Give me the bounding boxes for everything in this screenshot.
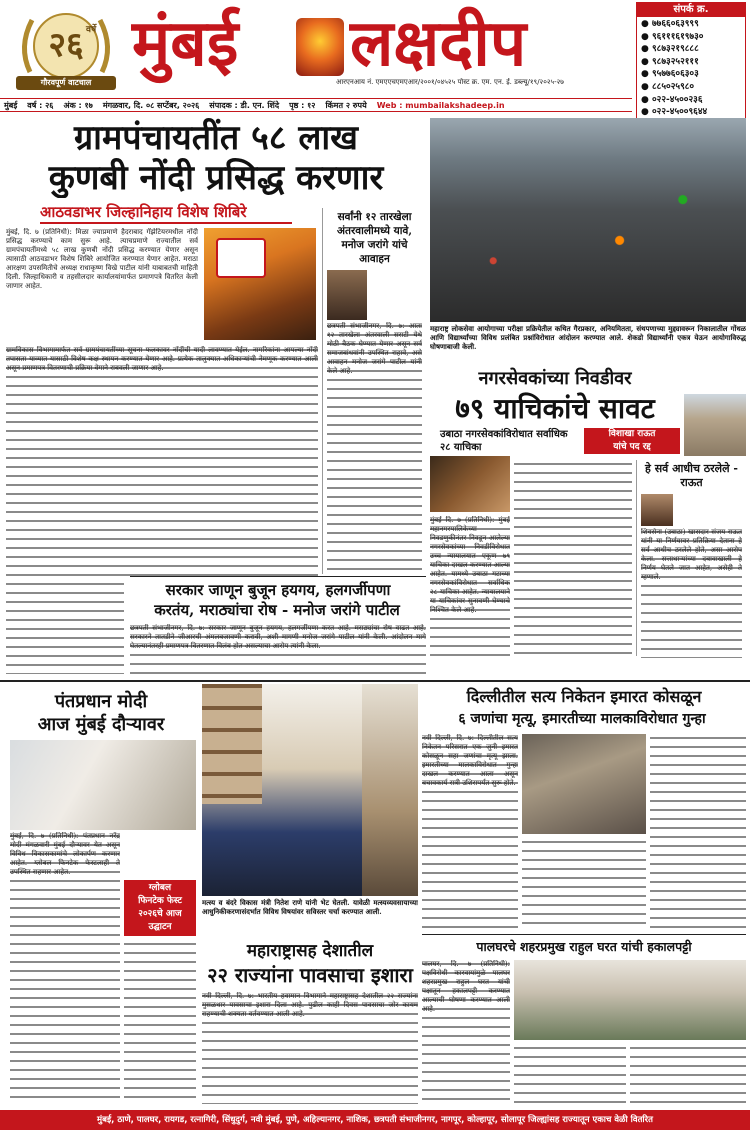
info-web[interactable]: Web : mumbailakshadeep.in bbox=[376, 100, 505, 110]
lead-body-2: ग्रामविकास विभागामार्फत सर्व ग्रामपंचायतींच्या सूचना फलकावर नोंदींची यादी लावण्यात येईल. नागरिकांना आपल्या नोंदी तपासता याव्यात यासाठी विशेष कक्ष स्थापन करण्यात येणार आहे. प्रत्येक तालुक्यात अधिकाऱ्यांची नेमणूक करण्यात आली असून प्रमाणपत्र वितरणाची प्रक्रिया वेगाने राबवली जाणार आहे. bbox=[6, 346, 318, 576]
palghar-photo bbox=[514, 960, 746, 1040]
divider bbox=[0, 680, 750, 682]
lead-headline-2: कुणबी नोंदी प्रसिद्ध करणार bbox=[48, 158, 384, 198]
municipal-body: मुंबई दि. ७ (प्रतिनिधी): मुंबई महानगरपालिकेच्या निवडणुकीनंतर निवडून आलेल्या नगरसेवकांच्या निवडीविरोधात उच्च न्यायालयात एकूण ७९ याचिका दाखल करण्यात आल्या आहेत. यामध्ये उबाठा गटाच्या नगरसेवकांविरोधात सर्वाधिक २८ याचिका आहेत. न्यायालयाने या याचिकांवर सुनावणी घेण्याचे निश्चित केले आहे. bbox=[430, 516, 510, 656]
anniversary-logo bbox=[10, 2, 122, 94]
raut-box bbox=[636, 460, 746, 656]
minister-photo-right bbox=[362, 684, 418, 896]
contact-number[interactable]: ● ०२२-४५००२३६ bbox=[641, 94, 703, 105]
badge-line-4: उद्घाटन bbox=[148, 922, 172, 932]
divider bbox=[422, 934, 746, 935]
info-pages: पृष्ठ : १२ bbox=[289, 100, 316, 110]
delhi-headline-2: ६ जणांचा मृत्यू, इमारतीच्या मालकाविरोधात गुन्हा bbox=[458, 711, 706, 727]
lead-subhead: आठवडाभर जिल्हानिहाय विशेष शिबिरे bbox=[40, 203, 247, 221]
anniversary-tag: गौरवपूर्ण वाटचाल bbox=[16, 76, 116, 90]
rain-headline-1: महाराष्ट्रासह देशातील bbox=[246, 941, 374, 961]
raut-tag bbox=[584, 428, 680, 454]
delhi-body-3 bbox=[650, 734, 746, 930]
badge-line-1: ग्लोबल bbox=[148, 883, 172, 893]
rain-body: नवी दिल्ली, दि. ७: भारतीय हवामान विभागाने महाराष्ट्रासह देशातील २२ राज्यांना मुसळधार पावसाचा इशारा दिला आहे. पुढील काही दिवस पावसाचा जोर कायम राहण्याची शक्यता वर्तवण्यात आली आहे. bbox=[202, 992, 418, 1104]
bmc-building-photo bbox=[684, 394, 746, 456]
jarange-headline-2: करतंय, मराठ्यांचा रोष - मनोज जरांगे पाटील bbox=[154, 601, 400, 619]
lead-body: मुंबई, दि. ७ (प्रतिनिधी): मिळा ज्याप्रमाणे हैदराबाद गॅझेटियरमधील नोंदी प्रसिद्ध करण्याचे काम सुरू आहे. त्याचप्रमाणे राज्यातील सर्व ग्रामपंचायतींमध्ये ५८ लाख कुणबी नोंदी प्रसिद्ध करण्यात येणार असून त्यासाठी आठवडाभर विशेष शिबिरे आयोजित करण्यात येणार आहेत. मराठा आरक्षण उपसमितीचे अध्यक्ष राधाकृष्ण विखे पाटील यांनी याबाबतची माहिती दिली. जिल्हाधिकारी व तहसीलदार कार्यालयांमार्फत प्रमाणपत्रे वितरित केली जाणार आहेत. bbox=[6, 228, 198, 290]
sidebar-headline: सर्वांनी १२ तारखेला अंतरवालीमध्ये यावे, मनोज जरांगे यांचे आवाहन bbox=[337, 211, 412, 265]
delhi-headline-1: दिल्लीतील सत्य निकेतन इमारत कोसळून bbox=[466, 687, 702, 706]
left-column-lines bbox=[6, 580, 124, 674]
speaker-inset bbox=[216, 238, 266, 278]
modi-headline-1: पंतप्रधान मोदी bbox=[54, 691, 148, 712]
protest-photo bbox=[430, 118, 746, 322]
contact-number[interactable]: ● ९६१११६१९७३० bbox=[641, 31, 704, 42]
divider bbox=[40, 222, 292, 224]
collapse-photo bbox=[522, 734, 646, 834]
minister-photo bbox=[202, 684, 362, 896]
badge-line-3: २०२६चे आज bbox=[138, 909, 182, 919]
jarange-body: छत्रपती संभाजीनगर, दि. ७: सरकार जाणून बुजून हयगय, हलगर्जीपणा करत आहे. मराठ्यांचा रोष वाढत आहे. सरकारने तातडीने जीआरची अंमलबजावणी करावी, अशी मागणी मनोज जरांगे पाटील यांनी केली. आंदोलन मागे घेतल्यानंतरही प्रमाणपत्र वितरणात विलंब होत असल्याचा आरोप त्यांनी केला. bbox=[130, 624, 426, 674]
info-date: मंगळवार, दि. ०८ सप्टेंबर, २०२६ bbox=[102, 100, 200, 110]
info-issue: अंक : १७ bbox=[63, 100, 93, 110]
info-year: वर्ष : २६ bbox=[27, 100, 54, 110]
modi-body: मुंबई, दि. ७ (प्रतिनिधी): पंतप्रधान नरेंद्र मोदी मंगळवारी मुंबई दौऱ्यावर येत असून विविध विकासकामांचे लोकार्पण करणार आहेत. ग्लोबल फिनटेक फेस्टलाही ते उपस्थित राहणार आहेत. bbox=[10, 832, 120, 1104]
rally-photo bbox=[204, 228, 316, 340]
info-bar bbox=[0, 98, 632, 112]
delhi-body: नवी दिल्ली, दि. ७: दिल्लीतील सत्य निकेतन परिसरात एक जुनी इमारत कोसळून सहा जणांचा मृत्यू झाला. इमारतीच्या मालकाविरोधात गुन्हा दाखल करण्यात आला असून बचावकार्य रात्री उशिरापर्यंत सुरू होते. bbox=[422, 734, 518, 930]
protest-caption: महाराष्ट्र लोकसेवा आयोगाच्या परीक्षा प्रक्रियेतील कथित गैरप्रकार, अनियमितता, संथपणाच्या मुद्द्यावरून निकालातील गोंधळ आणि विद्यार्थ्यांच्या विविध प्रलंबित प्रश्नांविरोधात आंदोलन करण्यात आले. शेकडो विद्यार्थ्यांनी एकत्र येऊन आयोगाविरुद्ध घोषणाबाजी केली. bbox=[430, 324, 746, 351]
info-city: मुंबई bbox=[4, 100, 18, 110]
delhi-body-2 bbox=[522, 838, 646, 930]
palghar-headline: पालघरचे शहरप्रमुख राहुल घरत यांची हकालपट्टी bbox=[476, 939, 692, 954]
anniversary-suffix: वर्षे bbox=[86, 25, 97, 35]
municipal-headline-2: ७९ याचिकांचे सावट bbox=[455, 392, 655, 425]
contact-number[interactable]: ● ९८७३२१९८८८ bbox=[641, 44, 699, 55]
contact-number[interactable]: ● ९५७७६०६३०३ bbox=[641, 69, 699, 80]
registration-line: आरएनआय नं. एमएएचएमएआर/२००१/०४५२५ पोस्ट क्र. एम. एन. ई. डब्ल्यू/१९/२०२५-२७ bbox=[336, 78, 564, 86]
municipal-subhead: उबाठा नगरसेवकांविरोधात सर्वाधिक २८ याचिका bbox=[440, 429, 568, 453]
raut-photo bbox=[641, 494, 673, 526]
sidebar-body: छत्रपती संभाजीनगर, दि. ७: आता १२ तारखेला अंतरवाली सराटी येथे मोठी बैठक घेण्यात येणार असून सर्व समाजबांधवांनी उपस्थित राहावे, असे आवाहन मनोज जरांगे पाटील यांनी केले आहे. bbox=[327, 322, 422, 572]
contact-number[interactable]: ● ८८५०२५९८० bbox=[641, 81, 695, 92]
fintech-badge bbox=[124, 880, 196, 936]
jarange-photo bbox=[327, 270, 367, 320]
masthead-title-2: लक्षदीप bbox=[350, 6, 527, 81]
lead-headline-1: ग्रामपंचायतींत ५८ लाख bbox=[73, 118, 358, 158]
raut-body: शिवसेना (उबाठा) खासदार संजय राऊत यांनी या निर्णयावर प्रतिक्रिया देताना हे सर्व आधीच ठरलेले होते, असा आरोप केला. सत्ताधाऱ्यांच्या दबावाखाली हे निर्णय घेतले जात आहेत, असेही ते म्हणाले. bbox=[641, 528, 742, 658]
court-gavel-photo bbox=[430, 456, 510, 512]
masthead-title-1: मुंबई bbox=[132, 6, 239, 81]
palghar-body-3 bbox=[630, 1044, 746, 1104]
raut-headline: हे सर्व आधीच ठरलेले - राऊत bbox=[645, 462, 738, 489]
distribution-footer: मुंबई, ठाणे, पालघर, रायगड, रत्नागिरी, सिंधुदुर्ग, नवी मुंबई, पुणे, अहिल्यानगर, नाशिक, छत्रपती संभाजीनगर, नागपूर, कोल्हापूर, सोलापूर जिल्ह्यांसह राज्यातून एकाच वेळी वितरित bbox=[0, 1110, 750, 1130]
modi-headline-2: आज मुंबई दौऱ्यावर bbox=[37, 714, 165, 735]
minister-caption: मत्स्य व बंदरे विकास मंत्री नितेश राणे यांनी भेट घेतली. यावेळी मत्स्यव्यवसायाच्या आधुनिकीकरणासंदर्भात विविध विषयांवर सविस्तर चर्चा करण्यात आली. bbox=[202, 898, 418, 916]
palghar-body-2 bbox=[514, 1044, 626, 1104]
info-price: किंमत २ रुपये bbox=[325, 100, 367, 110]
badge-line-2: फिनटेक फेस्ट bbox=[138, 896, 182, 906]
jarange-headline-1: सरकार जाणून बुजून हयगय, हलगर्जीपणा bbox=[165, 581, 391, 599]
contact-number[interactable]: ● ७७६६०६३९९९ bbox=[641, 19, 699, 29]
modi-body-2 bbox=[124, 940, 196, 1104]
tag-name: विशाखा राऊत bbox=[608, 429, 656, 439]
anniversary-number: २६ bbox=[48, 25, 84, 65]
contact-number[interactable]: ● ०२२-४५००९६४४ bbox=[641, 107, 708, 118]
contact-number[interactable]: ● ९८७३२५२१११ bbox=[641, 56, 699, 67]
tag-text: यांचे पद रद्द bbox=[613, 442, 651, 452]
bookshelf bbox=[202, 684, 262, 804]
rain-headline-2: २२ राज्यांना पावसाचा इशारा bbox=[207, 963, 413, 987]
modi-photo bbox=[10, 740, 196, 830]
municipal-body-2 bbox=[514, 460, 632, 656]
divider bbox=[130, 576, 426, 577]
contact-box bbox=[636, 2, 746, 120]
municipal-headline-1: नगरसेवकांच्या निवडीवर bbox=[478, 368, 632, 389]
info-editor: संपादक : डी. एन. शिंदे bbox=[209, 100, 280, 110]
palghar-body: पालघर, दि. ७ (प्रतिनिधी): पक्षविरोधी कारवायांमुळे पालघर शहरप्रमुख राहुल घरत यांची पक्षातून हकालपट्टी करण्यात आल्याची घोषणा करण्यात आली आहे. bbox=[422, 960, 510, 1104]
contact-title: संपर्क क्र. bbox=[637, 3, 745, 17]
sidebar-story bbox=[322, 208, 426, 574]
contact-list bbox=[637, 17, 745, 120]
deity-emblem bbox=[296, 18, 344, 76]
